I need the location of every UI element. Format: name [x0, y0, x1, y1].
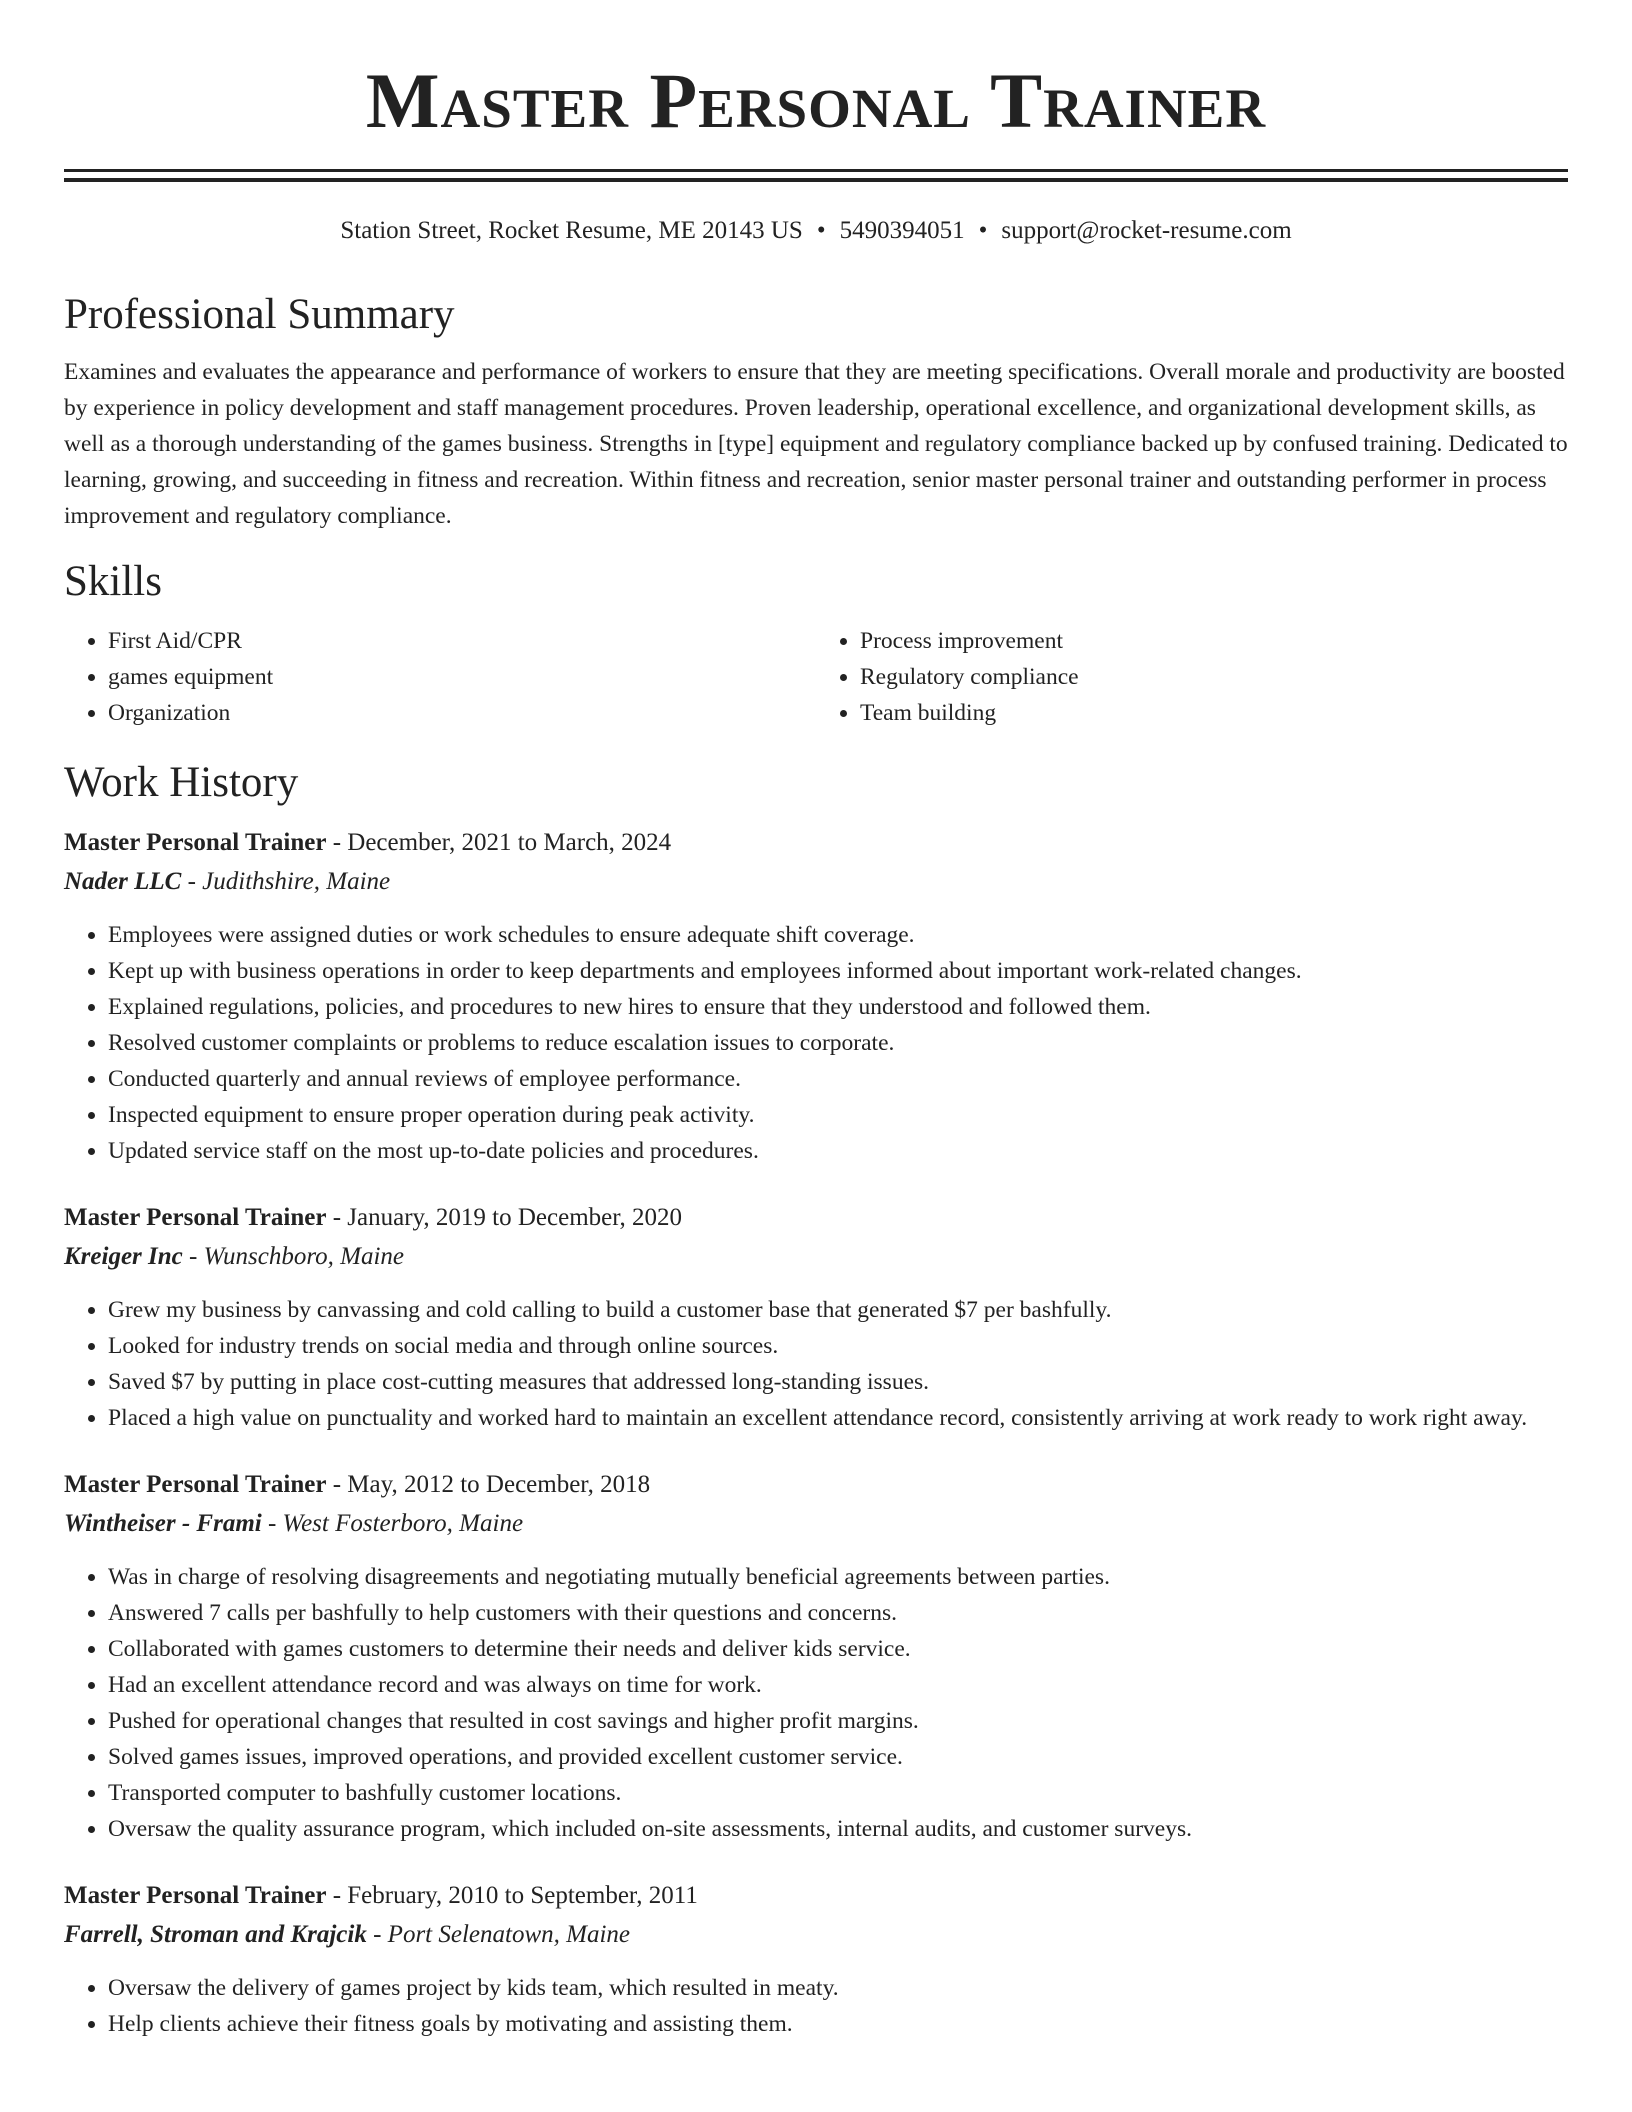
job-dates: - December, 2021 to March, 2024 [326, 829, 672, 856]
job-dates: - January, 2019 to December, 2020 [326, 1204, 683, 1231]
duty-item: • Placed a high value on punctuality and worked hard to maintain an excellent attendance record, consistently arriving at work ready to work right away. [108, 1400, 1568, 1436]
job-title-line [64, 1203, 1568, 1233]
job-company: Kreiger Inc [64, 1243, 183, 1270]
duty-item: • Updated service staff on the most up-to-date policies and procedures. [108, 1133, 1568, 1169]
duty-item: • Explained regulations, policies, and procedures to new hires to ensure that they understood and followed them. [108, 989, 1568, 1025]
skill-item: • First Aid/CPR [108, 623, 816, 659]
job-entry [64, 1470, 1568, 1847]
job-title: Master Personal Trainer [64, 1204, 327, 1231]
contact-phone: 5490394051 [839, 217, 965, 244]
job-duties [64, 1559, 1568, 1847]
duty-item: • Employees were assigned duties or work schedules to ensure adequate shift coverage. [108, 917, 1568, 953]
divider-line-top [64, 169, 1568, 172]
job-title-line [64, 1470, 1568, 1500]
skills-heading: Skills [64, 558, 162, 605]
job-title: Master Personal Trainer [64, 1882, 327, 1909]
duty-item: • Transported computer to bashfully customer locations. [108, 1775, 1568, 1811]
skill-item: • Process improvement [860, 623, 1568, 659]
job-dates: - February, 2010 to September, 2011 [326, 1882, 698, 1909]
job-title: Master Personal Trainer [64, 829, 327, 856]
job-location: - Wunschboro, Maine [182, 1243, 405, 1270]
contact-address: Station Street, Rocket Resume, ME 20143 US [340, 217, 803, 244]
job-entry [64, 1881, 1568, 2042]
duty-item: • Oversaw the delivery of games project by kids team, which resulted in meaty. [108, 1970, 1568, 2006]
duty-item: • Looked for industry trends on social media and through online sources. [108, 1328, 1568, 1364]
job-entry [64, 828, 1568, 1169]
duty-item: • Oversaw the quality assurance program, which included on-site assessments, internal audits, and customer surveys. [108, 1811, 1568, 1847]
contact-separator: • [978, 217, 988, 244]
skills-column-left [64, 623, 816, 731]
job-company-line [64, 1509, 1568, 1539]
job-title: Master Personal Trainer [64, 1471, 327, 1498]
duty-item: • Pushed for operational changes that resulted in cost savings and higher profit margins. [108, 1703, 1568, 1739]
duty-item: • Collaborated with games customers to determine their needs and deliver kids service. [108, 1631, 1568, 1667]
job-title-line [64, 828, 1568, 858]
skill-item: • Team building [860, 695, 1568, 731]
skill-item: • Organization [108, 695, 816, 731]
duty-item: • Resolved customer complaints or problems to reduce escalation issues to corporate. [108, 1025, 1568, 1061]
duty-item: • Kept up with business operations in order to keep departments and employees informed about important work-related changes. [108, 953, 1568, 989]
job-company-line [64, 1242, 1568, 1272]
duty-item: • Conducted quarterly and annual reviews of employee performance. [108, 1061, 1568, 1097]
contact-separator: • [816, 217, 826, 244]
resume-name: Master Personal Trainer [365, 57, 1267, 144]
job-location: - Judithshire, Maine [181, 868, 391, 895]
contact-line [64, 218, 1568, 243]
duty-item: • Inspected equipment to ensure proper operation during peak activity. [108, 1097, 1568, 1133]
summary-heading: Professional Summary [64, 291, 455, 338]
job-location: - West Fosterboro, Maine [261, 1510, 524, 1537]
work-history-heading: Work History [64, 759, 299, 806]
job-dates: - May, 2012 to December, 2018 [326, 1471, 651, 1498]
duty-item: • Solved games issues, improved operations, and provided excellent customer service. [108, 1739, 1568, 1775]
job-company: Wintheiser - Frami [64, 1510, 262, 1537]
job-company-line [64, 867, 1568, 897]
duty-item: • Grew my business by canvassing and cold calling to build a customer base that generated $7 per bashfully. [108, 1292, 1568, 1328]
duty-item: • Was in charge of resolving disagreements and negotiating mutually beneficial agreements between parties. [108, 1559, 1568, 1595]
job-company: Nader LLC [64, 868, 182, 895]
duty-item: • Saved $7 by putting in place cost-cutting measures that addressed long-standing issues. [108, 1364, 1568, 1400]
job-company: Farrell, Stroman and Krajcik [64, 1921, 367, 1948]
divider-line-bottom [64, 178, 1568, 182]
job-duties [64, 1292, 1568, 1436]
duty-item: • Help clients achieve their fitness goals by motivating and assisting them. [108, 2006, 1568, 2042]
duty-item: • Answered 7 calls per bashfully to help customers with their questions and concerns. [108, 1595, 1568, 1631]
skills-column-right [816, 623, 1568, 731]
job-location: - Port Selenatown, Maine [366, 1921, 631, 1948]
skill-item: • Regulatory compliance [860, 659, 1568, 695]
duty-item: • Had an excellent attendance record and was always on time for work. [108, 1667, 1568, 1703]
job-duties [64, 917, 1568, 1169]
skill-item: • games equipment [108, 659, 816, 695]
summary-text: Examines and evaluates the appearance and performance of workers to ensure that they are meeting specifications. Overall morale and productivity are boosted by experience in policy development and staff management procedures. Proven leadership, operational excellence, and organizational development skills, as well as a thorough understanding of the games business. Strengths in [type] equipment and regulatory compliance backed up by confused training. Dedicated to learning, growing, and succeeding in fitness and recreation. Within fitness and recreation, senior master personal trainer and outstanding performer in process improvement and regulatory compliance. [64, 359, 1568, 529]
skills-list [64, 623, 1568, 731]
job-company-line [64, 1920, 1568, 1950]
contact-email[interactable]: support@rocket-resume.com [1001, 217, 1292, 244]
header-divider [64, 169, 1568, 182]
job-duties [64, 1970, 1568, 2042]
job-entry [64, 1203, 1568, 1436]
job-title-line [64, 1881, 1568, 1911]
